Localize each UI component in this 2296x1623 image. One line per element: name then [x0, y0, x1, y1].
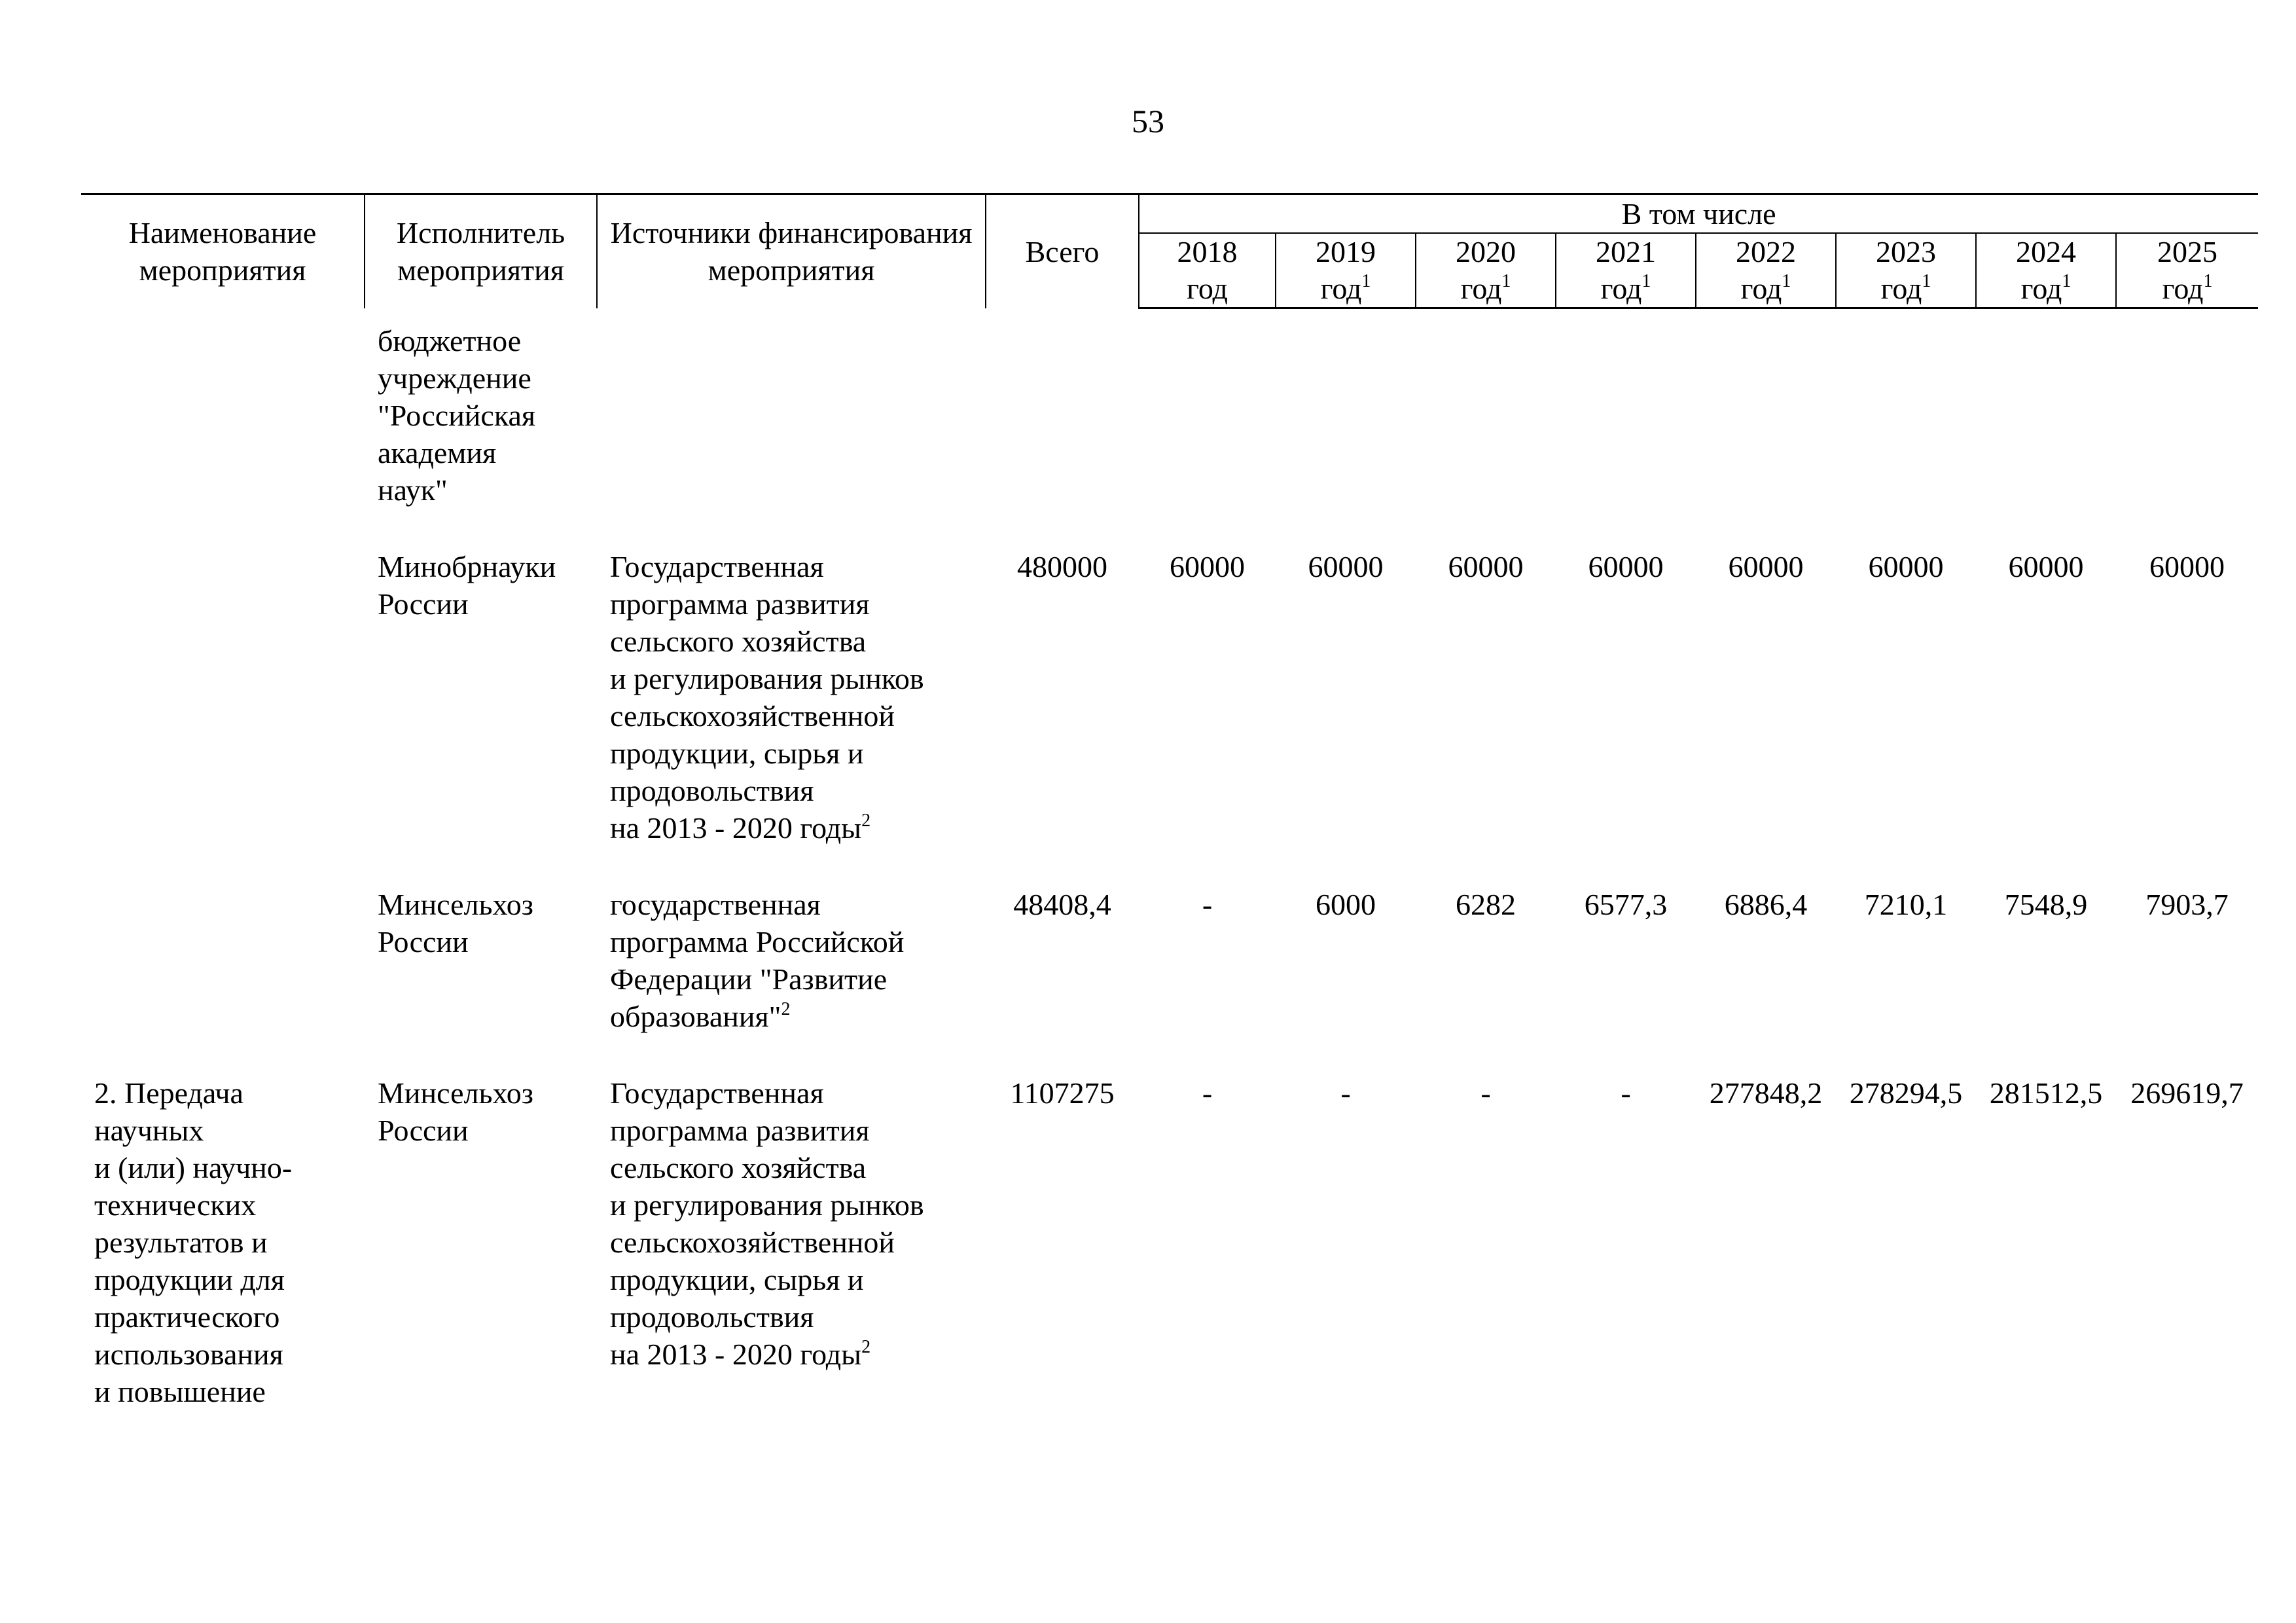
header-year-unit: год [1600, 272, 1642, 305]
header-year-value: 2024 [2016, 235, 2076, 268]
text-line: Минсельхоз [378, 888, 533, 921]
header-name: Наименование мероприятия [81, 194, 365, 308]
text-line: технических [94, 1188, 257, 1222]
header-year-2018 [1139, 233, 1276, 308]
cell-total: 48408,4 [1013, 888, 1111, 921]
footnote-marker: 2 [861, 1337, 871, 1357]
footnote-marker: 1 [1782, 271, 1791, 291]
text-line: Государственная [610, 1076, 824, 1110]
cell-year-2024 [1976, 322, 2116, 509]
text-line: и (или) научно- [94, 1151, 293, 1184]
footnote-marker: 1 [1361, 271, 1371, 291]
row-gap [81, 509, 2258, 548]
header-year-unit: год [1460, 272, 1502, 305]
cell-year-2022: 60000 [1728, 550, 1804, 583]
header-year-unit: год [2162, 272, 2204, 305]
table-row [81, 1074, 2258, 1410]
gap-cell [81, 1035, 2258, 1074]
cell-source [597, 322, 986, 509]
cell-year-2019: 60000 [1308, 550, 1384, 583]
cell-year-2023 [1836, 322, 1976, 509]
header-year-value: 2023 [1876, 235, 1936, 268]
cell-year-2021: - [1621, 1076, 1631, 1110]
text-line: академия [378, 436, 497, 469]
text-line: и регулирования рынков [610, 1188, 924, 1222]
cell-total: 480000 [1017, 550, 1107, 583]
cell-year-2022: 6886,4 [1724, 888, 1808, 921]
text-line: России [378, 1114, 469, 1147]
cell-year-2018: 60000 [1170, 550, 1245, 583]
text-line: Федерации "Развитие [610, 962, 888, 996]
cell-year-2020: 6282 [1456, 888, 1516, 921]
text-line: России [378, 925, 469, 958]
cell-year-2019 [1276, 322, 1416, 509]
cell-year-2021 [1556, 322, 1696, 509]
header-executor: Исполнитель мероприятия [365, 194, 597, 308]
text-line: и регулирования рынков [610, 662, 924, 695]
text-line: продукции, сырья и [610, 737, 864, 770]
text-line: программа Российской [610, 925, 905, 958]
text-line: и повышение [94, 1375, 266, 1408]
header-year-2020 [1416, 233, 1556, 308]
gap-cell [81, 847, 2258, 886]
text-line: сельского хозяйства [610, 625, 867, 658]
spacer-cell [81, 308, 2258, 323]
text-line: Минсельхоз [378, 1076, 533, 1110]
text-line: продовольствия [610, 1300, 814, 1334]
header-year-2024 [1976, 233, 2116, 308]
text-line: 2. Передача [94, 1076, 243, 1110]
footnote-marker: 1 [2203, 271, 2213, 291]
cell-year-2024: 7548,9 [2004, 888, 2088, 921]
cell-year-2025: 269619,7 [2130, 1076, 2244, 1110]
text-line: учреждение [378, 361, 531, 395]
cell-total: 1107275 [1010, 1076, 1115, 1110]
footnote-marker: 2 [861, 811, 871, 831]
cell-source [597, 548, 986, 847]
text-line: сельскохозяйственной [610, 1226, 895, 1259]
table-row [81, 322, 2258, 509]
text-line: результатов и [94, 1226, 268, 1259]
footnote-marker: 1 [1641, 271, 1651, 291]
text-line: практического [94, 1300, 280, 1334]
header-year-value: 2022 [1736, 235, 1796, 268]
cell-year-2018: - [1202, 1076, 1213, 1110]
text-line: образования" [610, 1000, 781, 1033]
cell-year-2021: 6577,3 [1584, 888, 1668, 921]
text-line: бюджетное [378, 324, 522, 357]
text-line: программа развития [610, 1114, 870, 1147]
cell-year-2023: 7210,1 [1864, 888, 1948, 921]
header-year-unit: год [1320, 272, 1362, 305]
text-line: Минобрнауки [378, 550, 556, 583]
cell-year-2025: 60000 [2149, 550, 2225, 583]
header-year-value: 2025 [2157, 235, 2218, 268]
text-line: Государственная [610, 550, 824, 583]
cell-year-2025: 7903,7 [2145, 888, 2229, 921]
cell-year-2021: 60000 [1588, 550, 1664, 583]
header-year-unit: год [1187, 272, 1228, 305]
row-gap [81, 847, 2258, 886]
cell-name [81, 1074, 365, 1410]
cell-year-2024: 60000 [2008, 550, 2084, 583]
header-year-2023 [1836, 233, 1976, 308]
header-year-value: 2018 [1177, 235, 1238, 268]
text-line: сельского хозяйства [610, 1151, 867, 1184]
footnote-marker: 2 [781, 999, 791, 1019]
text-line: программа развития [610, 587, 870, 621]
footnote-marker: 1 [2062, 271, 2072, 291]
cell-executor [365, 886, 597, 1035]
cell-year-2019: 6000 [1316, 888, 1376, 921]
cell-year-2020: - [1480, 1076, 1491, 1110]
header-year-value: 2019 [1316, 235, 1376, 268]
header-total: Всего [986, 194, 1139, 308]
header-year-2021 [1556, 233, 1696, 308]
text-line: наук" [378, 473, 448, 507]
cell-year-2022: 277848,2 [1709, 1076, 1823, 1110]
cell-year-2023: 60000 [1868, 550, 1944, 583]
financing-table [81, 193, 2258, 1410]
header-sources: Источники финансирования мероприятия [597, 194, 986, 308]
cell-year-2024: 281512,5 [1989, 1076, 2103, 1110]
header-year-2025 [2116, 233, 2258, 308]
text-line: использования [94, 1338, 283, 1371]
cell-year-2019: - [1340, 1076, 1351, 1110]
text-line: сельскохозяйственной [610, 699, 895, 733]
header-year-2022 [1696, 233, 1836, 308]
header-year-unit: год [1740, 272, 1782, 305]
text-line: продовольствия [610, 774, 814, 807]
text-line: научных [94, 1114, 204, 1147]
cell-year-2020: 60000 [1448, 550, 1524, 583]
text-line: на 2013 - 2020 годы [610, 811, 862, 845]
cell-year-2023: 278294,5 [1849, 1076, 1963, 1110]
cell-name [81, 548, 365, 847]
cell-year-2022 [1696, 322, 1836, 509]
cell-total [986, 322, 1139, 509]
gap-cell [81, 509, 2258, 548]
table-header [81, 194, 2258, 308]
cell-year-2018 [1139, 322, 1276, 509]
text-line: России [378, 587, 469, 621]
cell-name [81, 322, 365, 509]
header-year-unit: год [1880, 272, 1922, 305]
spacer-row [81, 308, 2258, 323]
cell-executor [365, 548, 597, 847]
text-line: продукции для [94, 1263, 285, 1296]
table-row [81, 548, 2258, 847]
header-year-value: 2020 [1456, 235, 1516, 268]
header-year-value: 2021 [1596, 235, 1656, 268]
header-year-unit: год [2020, 272, 2062, 305]
cell-year-2018: - [1202, 888, 1213, 921]
page-number: 53 [1132, 103, 1164, 139]
cell-source [597, 1074, 986, 1410]
text-line: государственная [610, 888, 821, 921]
cell-executor [365, 1074, 597, 1410]
text-line: "Российская [378, 399, 536, 432]
cell-year-2025 [2116, 322, 2258, 509]
text-line: на 2013 - 2020 годы [610, 1338, 862, 1371]
header-including: В том числе [1139, 194, 2258, 234]
cell-year-2020 [1416, 322, 1556, 509]
text-line: продукции, сырья и [610, 1263, 864, 1296]
cell-source [597, 886, 986, 1035]
header-year-2019 [1276, 233, 1416, 308]
row-gap [81, 1035, 2258, 1074]
cell-executor [365, 322, 597, 509]
footnote-marker: 1 [1501, 271, 1511, 291]
footnote-marker: 1 [1922, 271, 1931, 291]
cell-name [81, 886, 365, 1035]
table-body [81, 308, 2258, 1411]
table-row [81, 886, 2258, 1035]
